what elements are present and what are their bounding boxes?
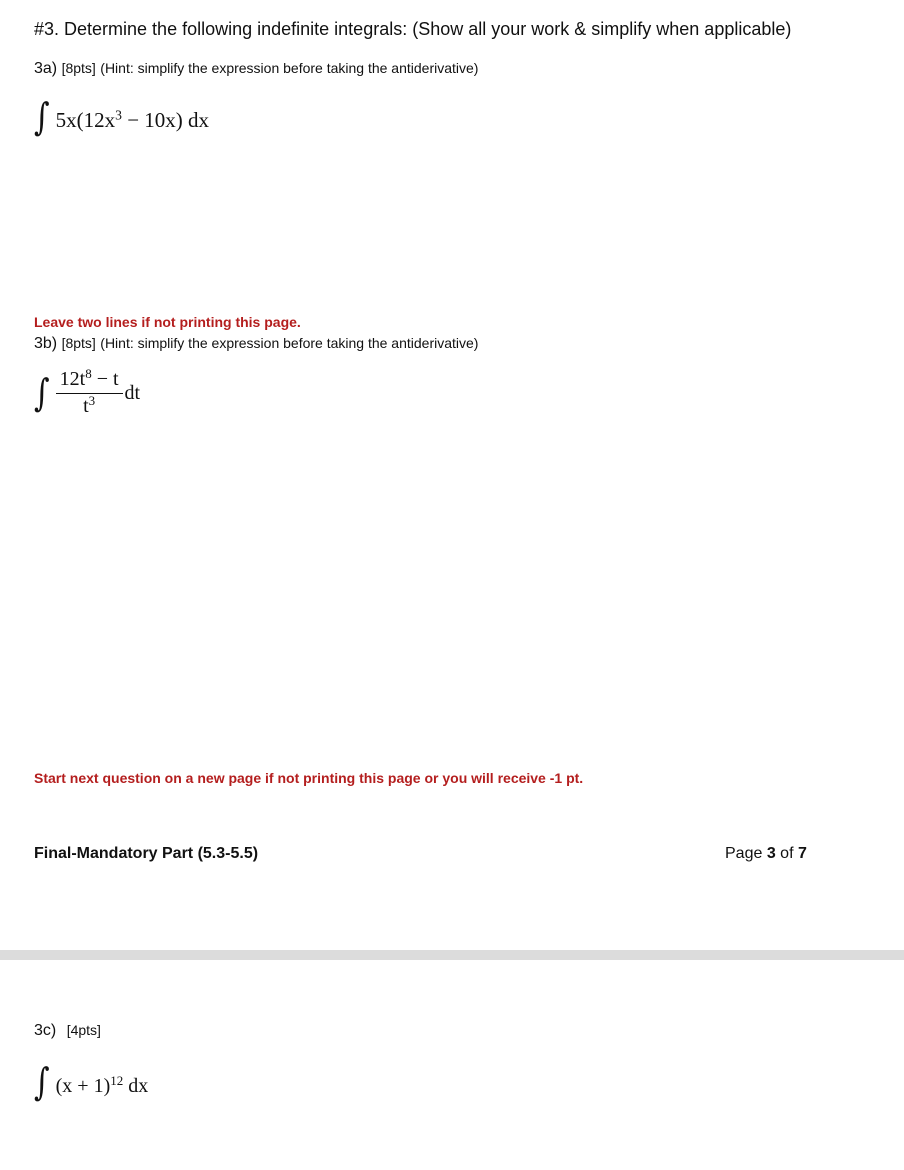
integral-sign-icon: ∫ xyxy=(34,1060,50,1105)
integrand-3a-power: 3 xyxy=(115,107,122,123)
differential-3b: dt xyxy=(124,381,141,404)
integrand-3c-base: (x + 1) xyxy=(55,1075,111,1097)
question-3b-label xyxy=(34,335,478,353)
integral-3b xyxy=(34,365,141,418)
integrand-3a-part2: − 10x) dx xyxy=(121,108,210,132)
differential-3c: dx xyxy=(123,1075,149,1097)
numerator-rest: − t xyxy=(91,368,119,390)
integral-sign-icon: ∫ xyxy=(34,95,50,140)
document-page-4 xyxy=(0,960,904,1170)
page-total: 7 xyxy=(797,845,807,862)
denominator-power: 3 xyxy=(88,392,96,408)
denominator-term: t xyxy=(83,395,89,417)
page-current: 3 xyxy=(766,845,776,862)
page-number xyxy=(725,845,807,863)
integrand-3c-power: 12 xyxy=(110,1072,124,1088)
question-3c-points: [4pts] xyxy=(66,1022,101,1038)
integral-3a xyxy=(34,95,210,140)
numerator-term: 12t xyxy=(59,368,86,390)
fraction-3b-denominator xyxy=(56,394,123,418)
fraction-3b xyxy=(56,365,123,418)
question-3b-number: 3b) xyxy=(34,335,58,352)
page-prefix: Page xyxy=(725,845,767,862)
integrand-3a-part1: 5x(12x xyxy=(55,108,116,132)
footer-title: Final-Mandatory Part (5.3-5.5) xyxy=(34,845,259,862)
question-3c-number: 3c) xyxy=(34,1022,57,1039)
integral-3c xyxy=(34,1060,149,1105)
numerator-power: 8 xyxy=(85,365,92,381)
page-of: of xyxy=(775,845,798,862)
fraction-3b-numerator xyxy=(56,365,123,394)
question-3a-label xyxy=(34,60,478,78)
question-heading: #3. Determine the following indefinite integrals: (Show all your work & simplify when applicable) xyxy=(34,19,792,39)
note-leave-two-lines: Leave two lines if not printing this page. xyxy=(34,314,301,330)
page-separator xyxy=(0,950,904,960)
question-3c-label xyxy=(34,1022,101,1040)
question-3a-number: 3a) xyxy=(34,60,58,77)
question-3a-points: [8pts] xyxy=(61,60,96,76)
integral-sign-icon: ∫ xyxy=(34,371,50,415)
question-3b-points: [8pts] xyxy=(61,335,96,351)
question-3b-hint: (Hint: simplify the expression before taking the antiderivative) xyxy=(100,335,479,351)
note-start-new-page: Start next question on a new page if not printing this page or you will receive -1 pt. xyxy=(34,770,584,786)
question-3a-hint: (Hint: simplify the expression before taking the antiderivative) xyxy=(100,60,479,76)
